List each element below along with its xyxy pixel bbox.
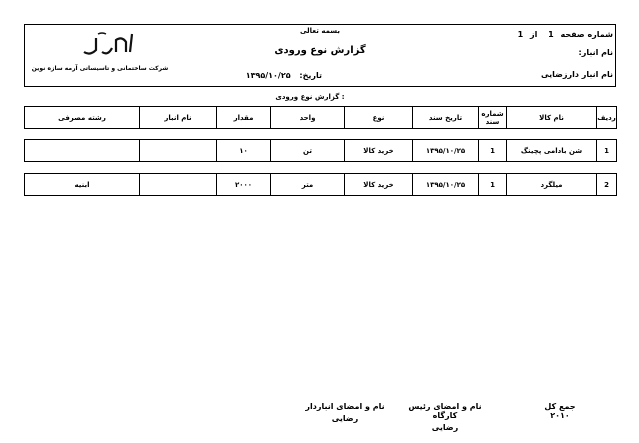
col-header-qty: مقدار [217, 107, 271, 129]
table-row [24, 173, 617, 196]
table-row [24, 139, 617, 162]
site-manager-signature [395, 402, 495, 432]
column-header-table [24, 106, 617, 129]
warehouse-label: نام انبار: [578, 48, 613, 57]
cell-row-index: 2 [597, 174, 617, 196]
company-logo [80, 30, 136, 60]
warehouse-line: نام انبار دارزضایی [541, 70, 613, 79]
page-of: از [530, 30, 538, 39]
cell-item: میلگرد [507, 174, 597, 196]
cell-doc-no: 1 [479, 140, 507, 162]
col-header-usage: رشته مصرفی [25, 107, 140, 129]
col-header-doc-no: شماره سند [479, 107, 507, 129]
cell-item: شن بادامی پچینگ [507, 140, 597, 162]
total-block [530, 402, 590, 420]
cell-unit: متر [271, 174, 345, 196]
col-header-row-index: ردیف [597, 107, 617, 129]
cell-doc-no: 1 [479, 174, 507, 196]
storekeeper-signature [300, 402, 390, 423]
col-header-type: نوع [345, 107, 413, 129]
total-label: جمع کل [544, 402, 576, 411]
report-date [232, 71, 322, 80]
storekeeper-name: رضایی [331, 414, 359, 423]
col-header-warehouse: نام انبار [140, 107, 217, 129]
company-name: شرکت ساختمانی و تاسیساتی آرمه سازه نوین [31, 65, 169, 72]
site-manager-label: نام و امضای رئیس کارگاه [408, 402, 482, 420]
col-header-doc-date: تاریخ سند [413, 107, 479, 129]
cell-usage: ابنیه [25, 174, 140, 196]
total-value: ۲۰۱۰ [550, 411, 570, 420]
cell-doc-date: ۱۳۹۵/۱۰/۲۵ [413, 140, 479, 162]
date-label: تاریخ: [299, 71, 322, 80]
cell-qty: ۱۰ [217, 140, 271, 162]
col-header-unit: واحد [271, 107, 345, 129]
date-value: ۱۳۹۵/۱۰/۲۵ [245, 71, 291, 80]
report-title: گزارش نوع ورودی [274, 45, 366, 56]
cell-unit: تن [271, 140, 345, 162]
cell-row-index: 1 [597, 140, 617, 162]
basmala: بسمه تعالی [299, 27, 341, 35]
section-title: : گزارش نوع ورودی [275, 93, 345, 101]
logo-icon [80, 30, 136, 60]
cell-warehouse [140, 174, 217, 196]
page-number-line [493, 30, 613, 39]
cell-type: خرید کالا [345, 140, 413, 162]
col-header-item: نام کالا [507, 107, 597, 129]
page-total: 1 [517, 30, 524, 39]
page-label: شماره صفحه [560, 30, 613, 39]
cell-doc-date: ۱۳۹۵/۱۰/۲۵ [413, 174, 479, 196]
cell-type: خرید کالا [345, 174, 413, 196]
cell-qty: ۲۰۰۰ [217, 174, 271, 196]
site-manager-name: رضایی [431, 423, 459, 432]
page-number: 1 [548, 30, 554, 39]
cell-warehouse [140, 140, 217, 162]
storekeeper-label: نام و امضای انباردار [305, 402, 385, 411]
cell-usage [25, 140, 140, 162]
